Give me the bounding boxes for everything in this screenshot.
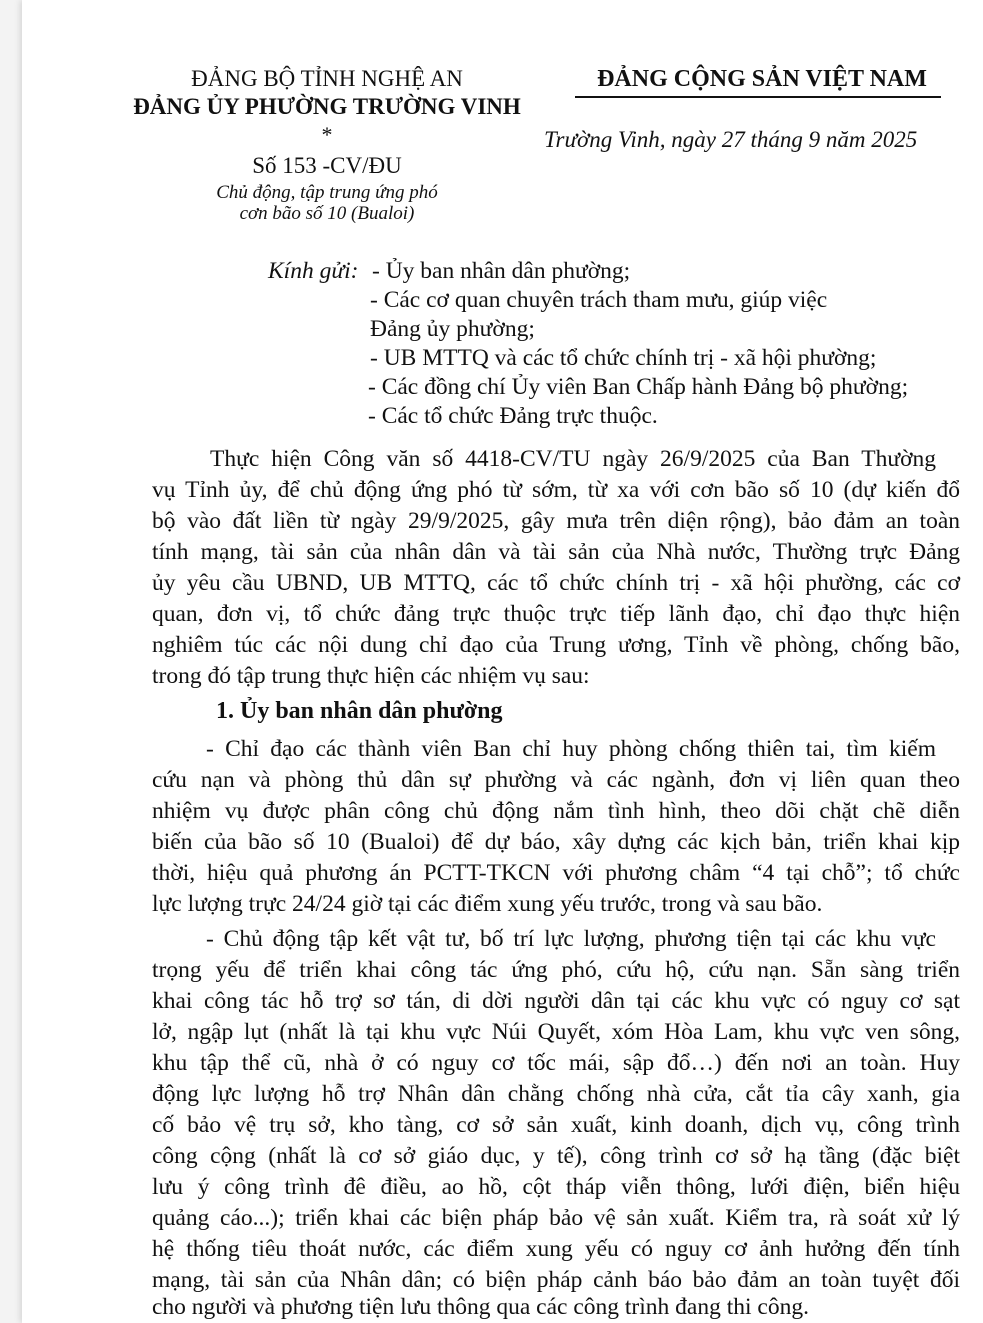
section-line: thời, hiệu quả phương án PCTT-TKCN với phương châm “4 tại chỗ”; tổ chức: [152, 860, 960, 886]
recipients-label: Kính gửi:: [268, 258, 359, 284]
section-line: lở, ngập lụt (nhất là tại khu vực Núi Quyết, xóm Hòa Lam, khu vực ven sông,: [152, 1019, 960, 1045]
intro-line: ủy yêu cầu UBND, UB MTTQ, các tổ chức chính trị - xã hội phường, các cơ: [152, 570, 960, 596]
section-line: lực lượng trực 24/24 giờ tại các điểm xung yếu trước, trong và sau bão.: [152, 891, 823, 917]
section-line: trọng yếu để triển khai công tác ứng phó, cứu hộ, cứu nạn. Sẵn sàng triển: [152, 957, 960, 983]
recipient-item: - Các cơ quan chuyên trách tham mưu, giúp việc: [370, 287, 828, 313]
document-page: [22, 0, 983, 1323]
section-line: quảng cáo...); triển khai các biện pháp bảo vệ sản xuất. Kiểm tra, rà soát xử lý: [152, 1205, 960, 1231]
section-line: nhiệm vụ được phân công chủ động nắm tình hình, theo dõi chặt chẽ diễn: [152, 798, 960, 824]
section-line: lưu ý công trình đê điều, ao hồ, cột tháp viễn thông, lưới điện, biển hiệu: [152, 1174, 960, 1200]
section-line: công cộng (nhất là cơ sở giáo dục, y tế), công trình cơ sở hạ tầng (đặc biệt: [152, 1143, 960, 1169]
section-line: động lực lượng hỗ trợ Nhân dân chằng chống nhà cửa, cắt tỉa cây xanh, gia: [152, 1081, 960, 1107]
document-number: Số 153 -CV/ĐU: [252, 153, 402, 178]
section-line: biến của bão số 10 (Bualoi) để dự báo, xây dựng các kịch bản, triển khai kịp: [152, 829, 960, 855]
party-name: ĐẢNG CỘNG SẢN VIỆT NAM: [597, 66, 927, 92]
recipient-item: - Các đồng chí Ủy viên Ban Chấp hành Đảng bộ phường;: [368, 374, 909, 400]
section-line: khu tập thể cũ, nhà ở có nguy cơ tốc mái, sập đổ…) đến nơi an toàn. Huy: [152, 1050, 960, 1076]
intro-line: trong đó tập trung thực hiện các nhiệm vụ sau:: [152, 663, 590, 689]
section-line: khai công tác hỗ trợ sơ tán, di dời người dân tại các khu vực có nguy cơ sạt: [152, 988, 960, 1014]
recipient-item: Đảng ủy phường;: [370, 316, 535, 342]
intro-line: Thực hiện Công văn số 4418-CV/TU ngày 26/9/2025 của Ban Thường: [210, 446, 936, 472]
intro-line: quan, đơn vị, tổ chức đảng trực thuộc trực tiếp lãnh đạo, chỉ đạo thực hiện: [152, 601, 960, 627]
recipient-item: - Ủy ban nhân dân phường;: [372, 258, 631, 284]
subject-line-2: cơn bão số 10 (Bualoi): [239, 203, 415, 224]
section-title: 1. Ủy ban nhân dân phường: [216, 698, 503, 724]
recipient-item: - Các tổ chức Đảng trực thuộc.: [368, 403, 658, 429]
section-line: - Chỉ đạo các thành viên Ban chỉ huy phòng chống thiên tai, tìm kiếm: [206, 736, 936, 762]
section-line: cố bảo vệ trụ sở, kho tàng, cơ sở sản xuất, kinh doanh, dịch vụ, công trình: [152, 1112, 960, 1138]
place-date: Trường Vinh, ngày 27 tháng 9 năm 2025: [544, 127, 918, 152]
section-line: - Chủ động tập kết vật tư, bố trí lực lượng, phương tiện tại các khu vực: [206, 926, 936, 952]
section-line: cho người và phương tiện lưu thông qua các công trình đang thi công.: [152, 1294, 809, 1320]
intro-line: nghiêm túc các nội dung chỉ đạo của Trung ương, Tỉnh về phòng, chống bão,: [152, 632, 960, 658]
intro-line: vụ Tỉnh ủy, để chủ động ứng phó từ sớm, từ xa với cơn bão số 10 (dự kiến đổ: [152, 477, 960, 503]
subject-line-1: Chủ động, tập trung ứng phó: [216, 182, 438, 203]
intro-line: tính mạng, tài sản của nhân dân và tài sản của Nhà nước, Thường trực Đảng: [152, 539, 960, 565]
section-line: cứu nạn và phòng thủ dân sự phường và các ngành, đơn vị liên quan theo: [152, 767, 960, 793]
header-star: *: [321, 122, 333, 147]
party-name-underline: [575, 96, 941, 98]
section-line: mạng, tài sản của Nhân dân; có biện pháp cảnh báo bảo đảm an toàn tuyệt đối: [152, 1267, 960, 1293]
recipient-item: - UB MTTQ và các tổ chức chính trị - xã hội phường;: [370, 345, 877, 371]
org-name-province: ĐẢNG BỘ TỈNH NGHỆ AN: [191, 66, 463, 91]
org-name-ward: ĐẢNG ỦY PHƯỜNG TRƯỜNG VINH: [133, 94, 521, 119]
intro-line: bộ vào đất liền từ ngày 29/9/2025, gây mưa trên diện rộng), bảo đảm an toàn: [152, 508, 960, 534]
section-line: hệ thống tiêu thoát nước, các điểm xung yếu có nguy cơ ảnh hưởng đến tính: [152, 1236, 960, 1262]
